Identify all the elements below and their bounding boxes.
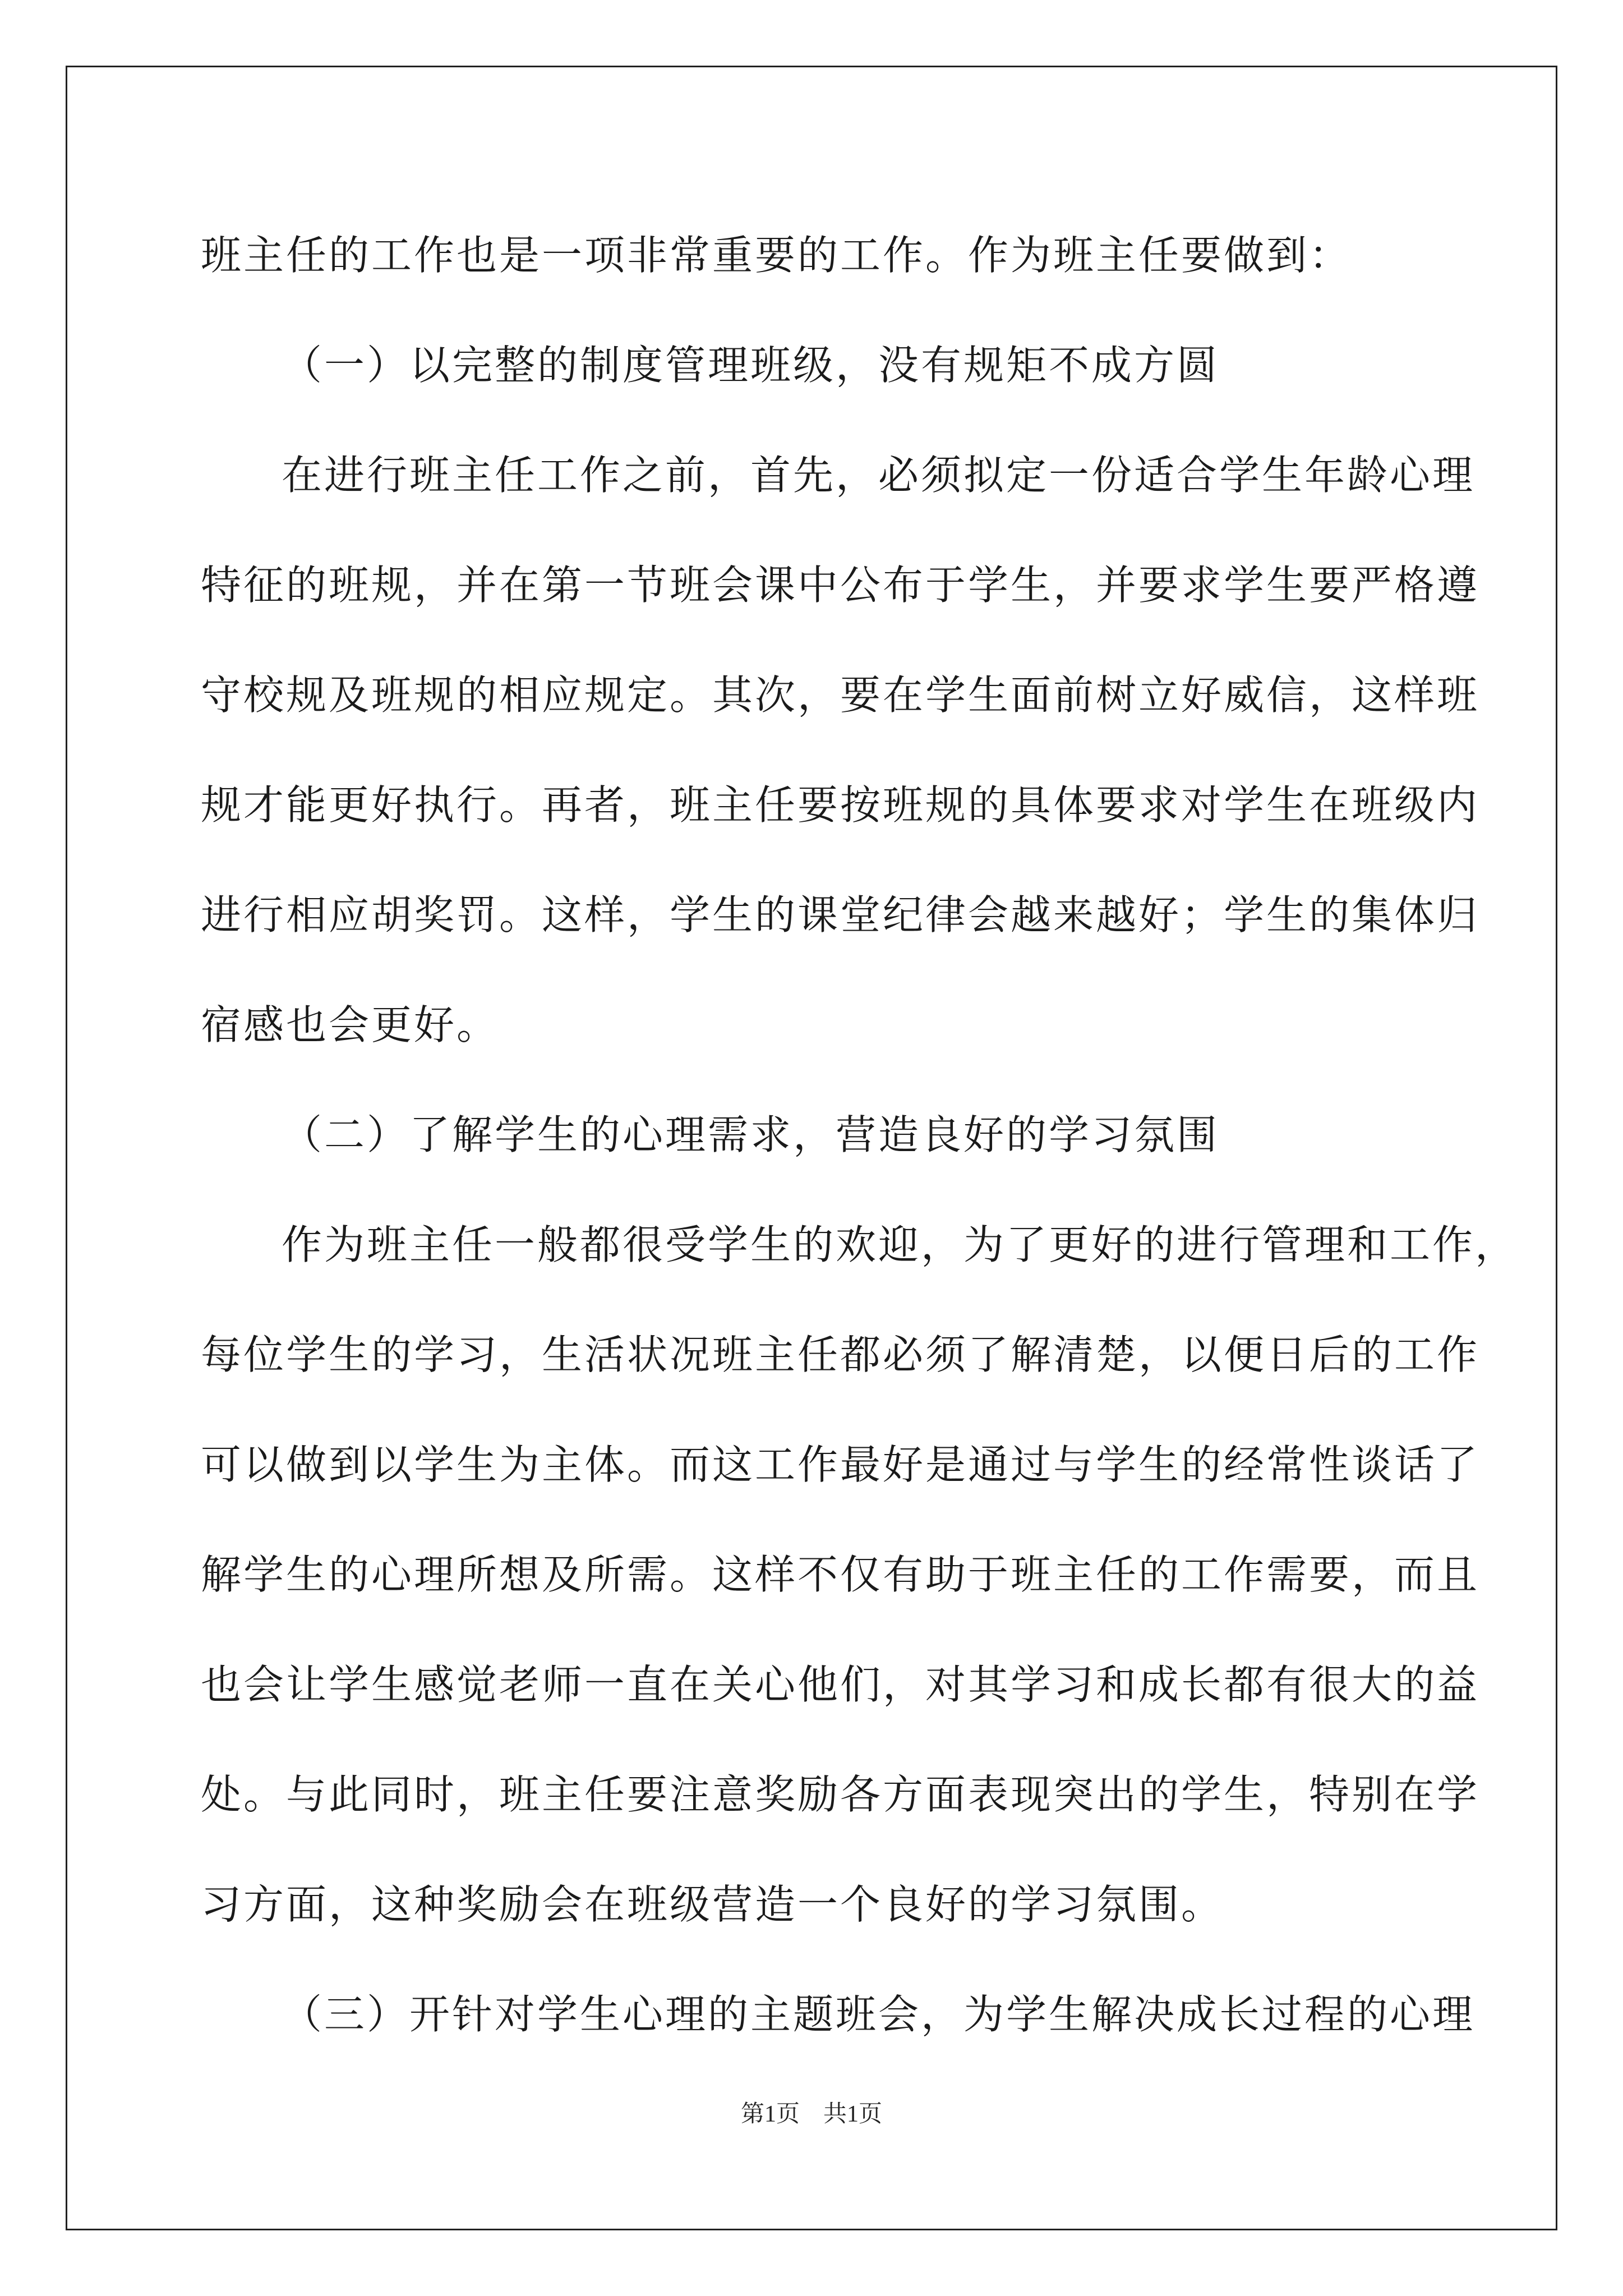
text-line: 解学生的心理所想及所需。这样不仅有助于班主任的工作需要，而且 [201,1551,1480,1598]
text-line: 在进行班主任工作之前，首先，必须拟定一份适合学生年龄心理 [282,452,1476,499]
text-line: 也会让学生感觉老师一直在关心他们，对其学习和成长都有很大的益 [201,1661,1480,1708]
page-footer: 第1页 共1页 [740,2101,882,2127]
text-line: 宿感也会更好。 [201,1001,500,1048]
text-line: 习方面，这种奖励会在班级营造一个良好的学习氛围。 [201,1881,1224,1928]
text-line: 班主任的工作也是一项非常重要的工作。作为班主任要做到： [201,232,1352,279]
text-line: 守校规及班规的相应规定。其次，要在学生面前树立好威信，这样班 [201,671,1480,719]
document-body [201,222,1518,2091]
text-line: 进行相应胡奖罚。这样，学生的课堂纪律会越来越好；学生的集体归 [201,891,1480,938]
text-line: 特征的班规，并在第一节班会课中公布于学生，并要求学生要严格遵 [201,562,1480,609]
section-heading: （三）开针对学生心理的主题班会，为学生解决成长过程的心理 [282,1991,1476,2038]
text-line: 规才能更好执行。再者，班主任要按班规的具体要求对学生在班级内 [201,781,1480,829]
text-line: 作为班主任一般都很受学生的欢迎，为了更好的进行管理和工作， [282,1221,1518,1268]
section-heading: （一）以完整的制度管理班级，没有规矩不成方圆 [282,342,1220,389]
text-line: 每位学生的学习，生活状况班主任都必须了解清楚，以便日后的工作 [201,1331,1480,1378]
text-line: 可以做到以学生为主体。而这工作最好是通过与学生的经常性谈话了 [201,1441,1480,1488]
section-heading: （二）了解学生的心理需求，营造良好的学习氛围 [282,1111,1220,1158]
text-line: 处。与此同时，班主任要注意奖励各方面表现突出的学生，特别在学 [201,1771,1480,1818]
